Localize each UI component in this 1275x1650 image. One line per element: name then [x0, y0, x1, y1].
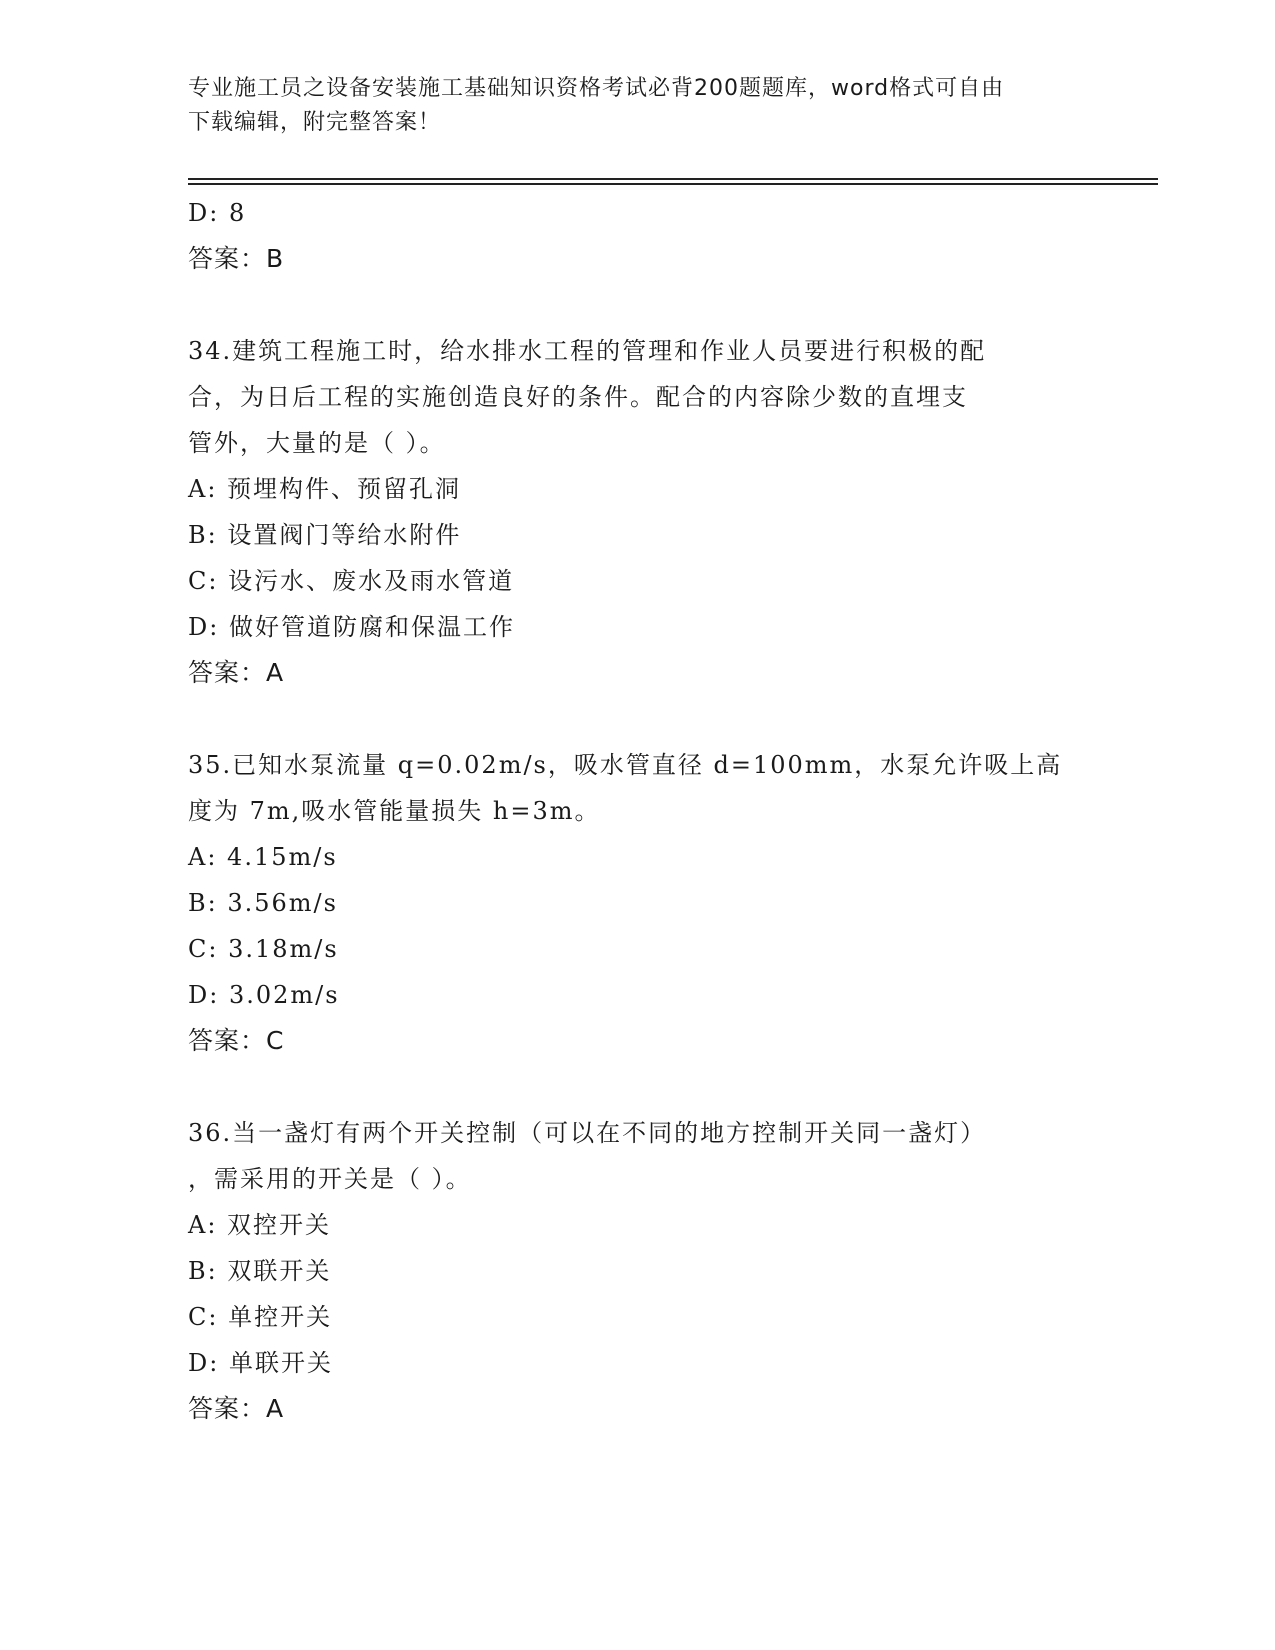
answer: 答案：A	[188, 1394, 285, 1423]
option-a: A: 4.15m/s	[188, 843, 338, 871]
question-stem-line: 度为 7m,吸水管能量损失 h=3m。	[188, 797, 601, 825]
option-d: D: 3.02m/s	[188, 981, 340, 1009]
option-a: A: 预埋构件、预留孔洞	[188, 475, 462, 503]
question-stem-line: 合，为日后工程的实施创造良好的条件。配合的内容除少数的直埋支	[188, 383, 968, 411]
option-b: B: 双联开关	[188, 1257, 332, 1285]
answer: 答案：B	[188, 244, 285, 273]
option-d: D: 单联开关	[188, 1349, 333, 1377]
option-c: C: 3.18m/s	[188, 935, 339, 963]
previous-question-tail	[188, 190, 1088, 282]
question-stem-line: 管外，大量的是（ ）。	[188, 429, 446, 457]
answer: 答案：C	[188, 1026, 285, 1055]
option-a: A: 双控开关	[188, 1211, 332, 1239]
question-stem-line: 34.建筑工程施工时，给水排水工程的管理和作业人员要进行积极的配	[188, 337, 987, 365]
option-b: B: 设置阀门等给水附件	[188, 521, 462, 549]
question-content	[188, 190, 1088, 1432]
spacer	[188, 696, 1088, 742]
answer: 答案：A	[188, 658, 285, 687]
header-divider-top	[188, 178, 1158, 180]
header-line-1: 专业施工员之设备安装施工基础知识资格考试必背200题题库，word格式可自由	[188, 76, 1005, 101]
question-stem-line: ，需采用的开关是（ ）。	[188, 1165, 472, 1193]
question-stem-line: 35.已知水泵流量 q=0.02m/s，吸水管直径 d=100mm，水泵允许吸上高	[188, 751, 1063, 779]
question-stem-line: 36.当一盏灯有两个开关控制（可以在不同的地方控制开关同一盏灯）	[188, 1119, 987, 1147]
spacer	[188, 1064, 1088, 1110]
header-line-2: 下载编辑，附完整答案！	[188, 110, 442, 135]
document-header	[188, 72, 1088, 140]
header-divider-bottom	[188, 183, 1158, 185]
option-d: D: 8	[188, 199, 247, 227]
question-34	[188, 328, 1088, 696]
option-c: C: 设污水、废水及雨水管道	[188, 567, 515, 595]
question-35	[188, 742, 1088, 1064]
spacer	[188, 282, 1088, 328]
question-36	[188, 1110, 1088, 1432]
option-b: B: 3.56m/s	[188, 889, 338, 917]
option-d: D: 做好管道防腐和保温工作	[188, 613, 515, 641]
option-c: C: 单控开关	[188, 1303, 333, 1331]
